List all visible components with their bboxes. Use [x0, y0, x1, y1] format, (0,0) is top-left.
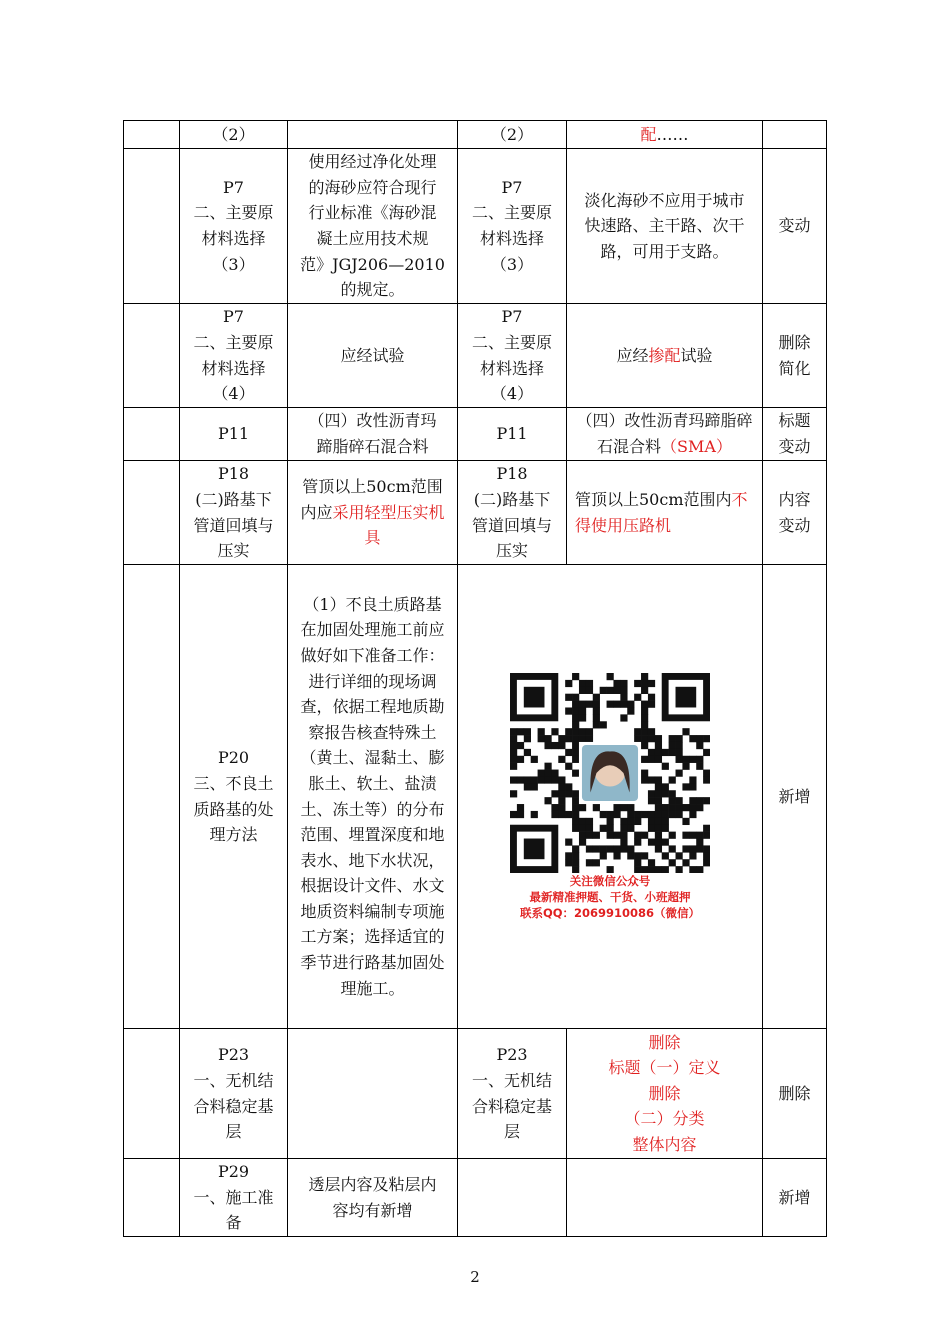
old-content-cell: 管顶以上50cm范围内应采用轻型压实机具: [288, 461, 458, 565]
new-content-cell: 配……: [567, 121, 763, 149]
new-content-cell: 应经掺配试验: [567, 304, 763, 408]
old-location-cell: P7 二、主要原 材料选择 （3）: [180, 149, 288, 304]
old-location-cell: P7 二、主要原 材料选择 （4）: [180, 304, 288, 408]
table-row: [124, 461, 827, 565]
old-location-cell: （2）: [180, 121, 288, 149]
change-type-cell: [763, 121, 827, 149]
qr-caption-line: 联系QQ：2069910086（微信）: [519, 905, 701, 920]
changes-table: [123, 120, 827, 1237]
qr-code: [510, 673, 710, 921]
index-cell: [124, 565, 180, 1029]
table-row: [124, 121, 827, 149]
change-type-cell: 变动: [763, 149, 827, 304]
new-content-cell: [567, 1159, 763, 1237]
old-content-cell: （1）不良土质路基在加固处理施工前应做好如下准备工作：进行详细的现场调查，依据工程地质勘察报告核查特殊土（黄土、湿黏土、膨胀土、软土、盐渍土、冻土等）的分布范围、埋置深度和地表水、地下水状况，根据设计文件、水文地质资料编制专项施工方案；选择适宜的季节进行路基加固处理施工。: [288, 565, 458, 1029]
new-location-cell: P18 (二)路基下 管道回填与 压实: [458, 461, 567, 565]
qr-caption-line: 最新精准押题、干货、小班超押: [529, 889, 691, 904]
table-row: [124, 1159, 827, 1237]
index-cell: [124, 121, 180, 149]
index-cell: [124, 1159, 180, 1237]
old-location-cell: P20 三、不良土 质路基的处 理方法: [180, 565, 288, 1029]
new-location-cell: [458, 1159, 567, 1237]
new-content-cell: 淡化海砂不应用于城市快速路、主干路、次干路，可用于支路。: [567, 149, 763, 304]
old-content-cell: [288, 121, 458, 149]
table-row: [124, 149, 827, 304]
index-cell: [124, 461, 180, 565]
new-location-cell: P23 一、无机结 合料稳定基 层: [458, 1029, 567, 1159]
index-cell: [124, 408, 180, 461]
new-location-cell: （2）: [458, 121, 567, 149]
change-type-cell: 删除: [763, 1029, 827, 1159]
old-location-cell: P23 一、无机结 合料稳定基 层: [180, 1029, 288, 1159]
new-location-cell: P7 二、主要原 材料选择 （4）: [458, 304, 567, 408]
old-content-cell: 应经试验: [288, 304, 458, 408]
qr-code-cell: [458, 565, 763, 1029]
qr-caption-line: 关注微信公众号: [569, 873, 651, 888]
table-row: [124, 304, 827, 408]
change-type-cell: 标题变动: [763, 408, 827, 461]
qr-code-icon: [510, 673, 710, 873]
table-row: [124, 1029, 827, 1159]
new-content-cell: 管顶以上50cm范围内不得使用压路机: [567, 461, 763, 565]
old-content-cell: 透层内容及粘层内 容均有新增: [288, 1159, 458, 1237]
old-location-cell: P29 一、施工准 备: [180, 1159, 288, 1237]
new-content-cell: 删除 标题（一）定义 删除 （二）分类 整体内容: [567, 1029, 763, 1159]
index-cell: [124, 149, 180, 304]
new-location-cell: P7 二、主要原 材料选择 （3）: [458, 149, 567, 304]
table-row: [124, 565, 827, 1029]
change-type-cell: 新增: [763, 1159, 827, 1237]
new-content-cell: （四）改性沥青玛蹄脂碎石混合料（SMA）: [567, 408, 763, 461]
old-content-cell: （四）改性沥青玛 蹄脂碎石混合料: [288, 408, 458, 461]
old-content-cell: 使用经过净化处理 的海砂应符合现行 行业标准《海砂混 凝土应用技术规 范》JGJ206—2010 的规定。: [288, 149, 458, 304]
change-type-cell: 删除简化: [763, 304, 827, 408]
old-content-cell: [288, 1029, 458, 1159]
new-location-cell: P11: [458, 408, 567, 461]
index-cell: [124, 304, 180, 408]
table-row: [124, 408, 827, 461]
index-cell: [124, 1029, 180, 1159]
page-number: 2: [470, 1268, 480, 1286]
old-location-cell: P11: [180, 408, 288, 461]
change-type-cell: 新增: [763, 565, 827, 1029]
change-type-cell: 内容变动: [763, 461, 827, 565]
old-location-cell: P18 (二)路基下 管道回填与 压实: [180, 461, 288, 565]
